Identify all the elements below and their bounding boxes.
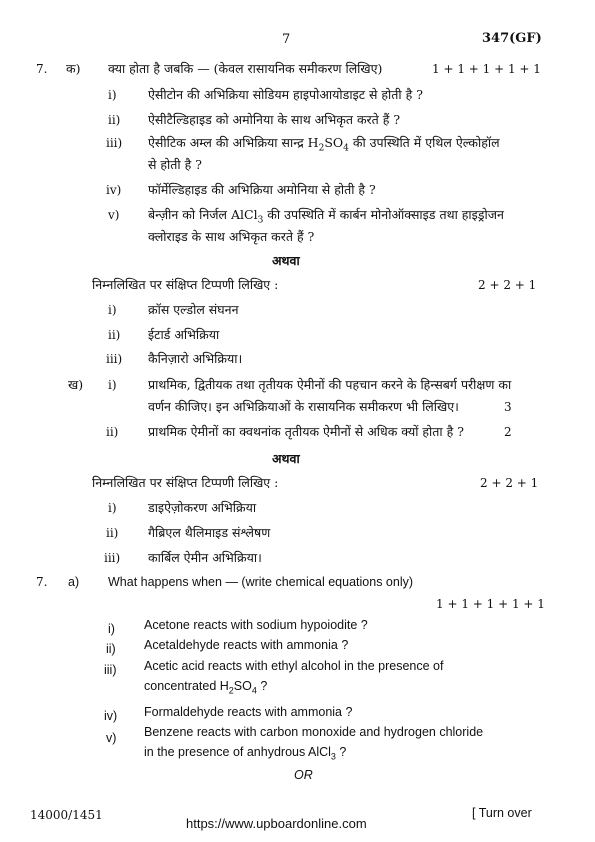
item-text: फॉर्मेल्डिहाइड की अभिक्रिया अमोनिया से होती है ? — [148, 182, 376, 197]
part-a-question: What happens when — (write chemical equations only) — [108, 575, 414, 589]
note-number: ii) — [106, 526, 119, 540]
item-text: बेन्ज़ीन को निर्जल AlCl$_3$ की उपस्थिति में कार्बन मोनोऑक्साइड तथा हाइड्रोजन — [148, 207, 504, 226]
item-text: concentrated $H_2SO_4$ ? — [144, 679, 268, 696]
item-number: iv) — [106, 183, 122, 197]
item-text: प्राथमिक, द्वितीयक तथा तृतीयक ऐमीनों की पहचान करने के हिन्सबर्ग परीक्षण का — [148, 377, 512, 392]
item-text: क्लोराइड के साथ अभिकृत करते हैं ? — [148, 229, 315, 244]
item-text: Acetaldehyde reacts with ammonia ? — [144, 638, 349, 652]
notes-marks: 2 + 2 + 1 — [478, 278, 537, 292]
item-text: Acetic acid reacts with ethyl alcohol in the presence of — [144, 659, 444, 673]
part-a-marks: 1 + 1 + 1 + 1 + 1 — [432, 62, 541, 76]
note-number: iii) — [106, 352, 123, 366]
item-number: ii) — [106, 642, 116, 656]
note-text: क्रॉस एल्डोल संघनन — [148, 302, 239, 317]
item-number: i) — [108, 378, 117, 392]
part-a-label: क) — [66, 61, 81, 76]
or-divider: अथवा — [272, 451, 300, 466]
footer-code: 14000/1451 — [30, 808, 103, 822]
part-b-label: ख) — [68, 377, 84, 392]
item-text: से होती है ? — [148, 157, 202, 172]
item-number: ii) — [106, 425, 119, 439]
item-number: iv) — [104, 709, 118, 723]
page-number: 7 — [282, 32, 291, 47]
part-a-marks: 1 + 1 + 1 + 1 + 1 — [436, 597, 545, 611]
item-text: वर्णन कीजिए। इन अभिक्रियाओं के रासायनिक समीकरण भी लिखिए। — [148, 399, 459, 414]
note-number: i) — [108, 303, 117, 317]
notes-marks: 2 + 2 + 1 — [480, 476, 539, 490]
item-text: ऐसीटैल्डिहाइड को अमोनिया के साथ अभिकृत करते हैं ? — [148, 112, 401, 127]
or-divider: अथवा — [272, 253, 300, 268]
item-text: प्राथमिक ऐमीनों का क्वथनांक तृतीयक ऐमीनों से अधिक क्यों होता है ? — [148, 424, 464, 439]
footer-url[interactable]: https://www.upboardonline.com — [186, 816, 367, 831]
item-number: v) — [108, 208, 120, 222]
item-marks: 3 — [504, 400, 512, 414]
notes-prompt: निम्नलिखित पर संक्षिप्त टिप्पणी लिखिए : — [92, 475, 279, 490]
note-text: गैब्रिएल थैलिमाइड संश्लेषण — [148, 525, 271, 540]
turn-over-label: [ Turn over — [472, 806, 532, 820]
question-number: 7. — [36, 62, 48, 76]
note-number: ii) — [108, 328, 121, 342]
question-number: 7. — [36, 575, 48, 589]
notes-prompt: निम्नलिखित पर संक्षिप्त टिप्पणी लिखिए : — [92, 277, 279, 292]
part-a-question: क्या होता है जबकि — (केवल रासायनिक समीकरण लिखिए) — [108, 61, 383, 76]
paper-code: 347(GF) — [482, 31, 542, 46]
item-number: ii) — [108, 113, 121, 127]
item-number: i) — [108, 622, 115, 636]
item-text: ऐसीटोन की अभिक्रिया सोडियम हाइपोआयोडाइट से होती है ? — [148, 87, 423, 102]
item-text: in the presence of anhydrous AlCl$_3$ ? — [144, 745, 347, 762]
item-text: Formaldehyde reacts with ammonia ? — [144, 705, 353, 719]
item-number: i) — [108, 88, 117, 102]
part-a-label: a) — [68, 575, 80, 589]
note-number: i) — [108, 501, 117, 515]
note-text: कैनिज़ारो अभिक्रिया। — [148, 351, 243, 366]
item-text: Acetone reacts with sodium hypoiodite ? — [144, 618, 368, 632]
item-number: iii) — [104, 663, 117, 677]
item-marks: 2 — [504, 425, 512, 439]
item-number: iii) — [106, 136, 123, 150]
item-text: Benzene reacts with carbon monoxide and hydrogen chloride — [144, 725, 484, 739]
note-number: iii) — [104, 551, 121, 565]
item-number: v) — [106, 731, 117, 745]
item-text: ऐसीटिक अम्ल की अभिक्रिया सान्द्र $H_2SO_4$ की उपस्थिति में एथिल ऐल्कोहॉल — [148, 135, 500, 154]
note-text: कार्बिल ऐमीन अभिक्रिया। — [148, 550, 262, 565]
or-divider: OR — [294, 768, 313, 782]
note-text: ईटार्ड अभिक्रिया — [148, 327, 220, 342]
note-text: डाइऐज़ोकरण अभिक्रिया — [148, 500, 257, 515]
